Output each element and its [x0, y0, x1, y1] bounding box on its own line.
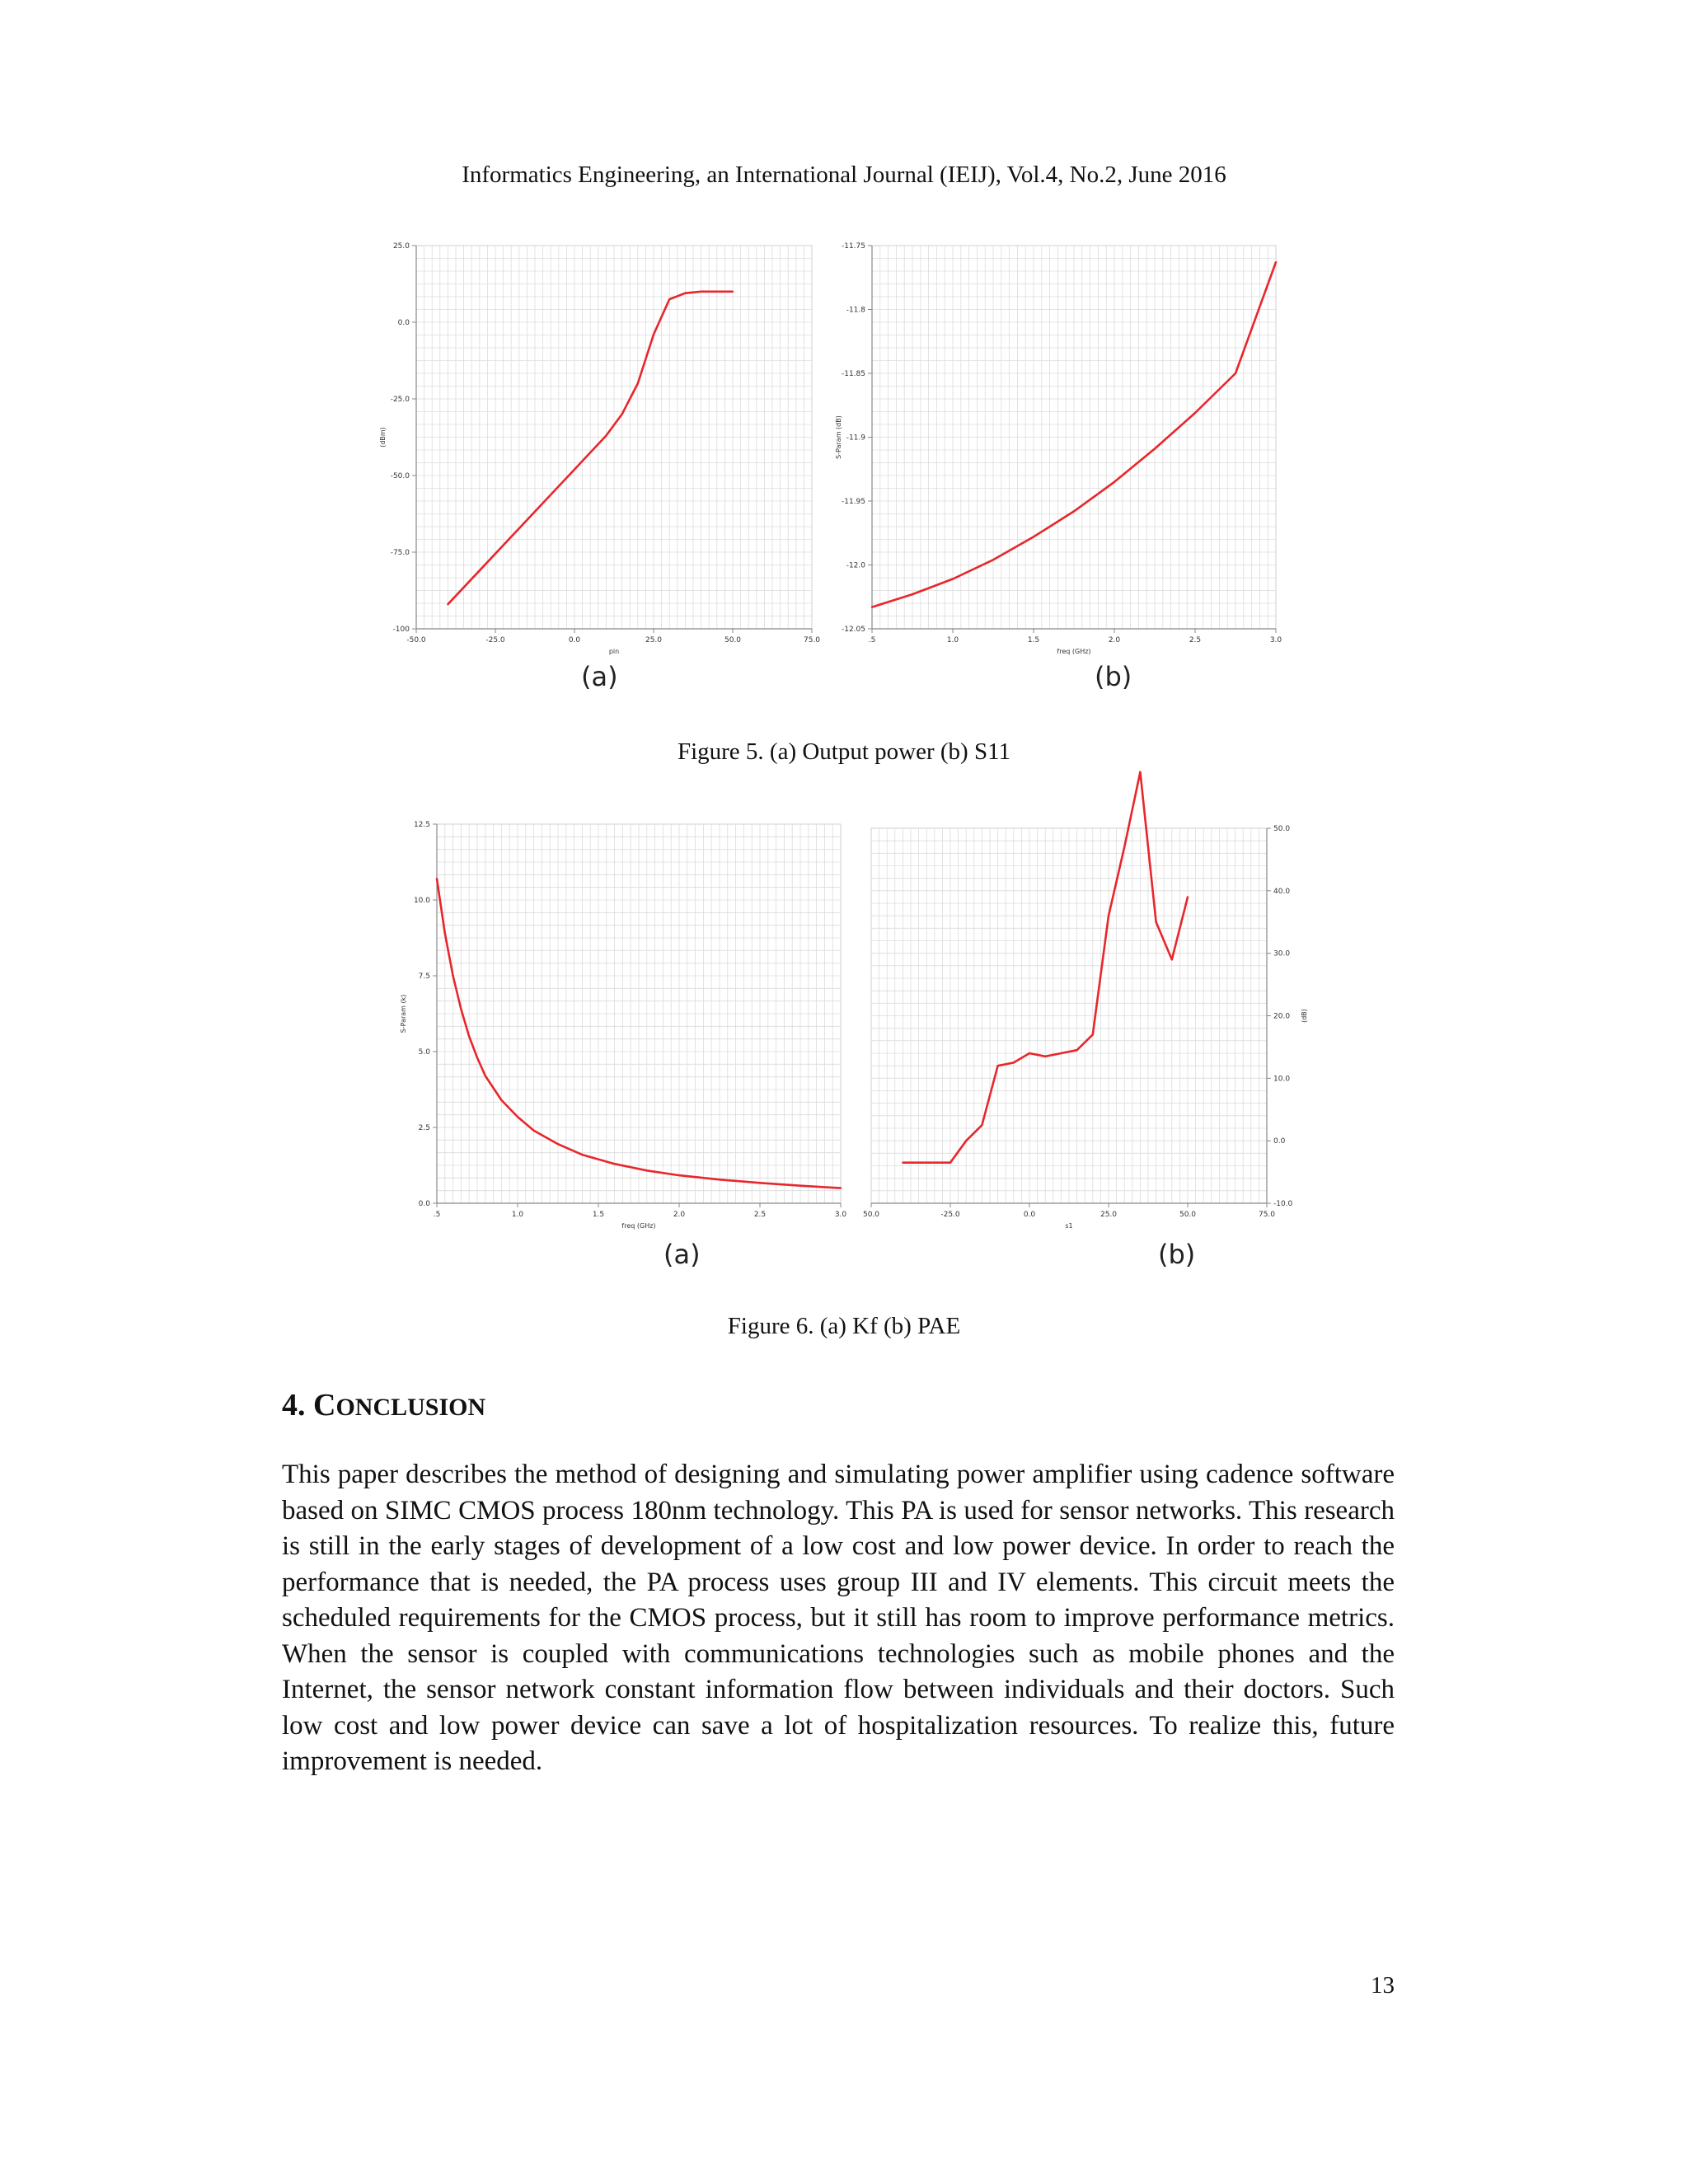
- figure6a-svg: [396, 816, 857, 1236]
- data-point: [485, 1075, 486, 1076]
- data-point: [1154, 448, 1156, 449]
- y-tick-label: -100: [392, 626, 410, 634]
- data-point: [1194, 412, 1196, 414]
- x-tick-label: 0.0: [568, 636, 581, 644]
- y-tick-label: -75.0: [390, 549, 410, 557]
- x-tick-label: 1.0: [946, 636, 959, 644]
- y-tick-label: -11.95: [841, 498, 865, 506]
- data-point: [1076, 1049, 1077, 1051]
- data-point: [1171, 958, 1173, 960]
- y-axis-label: S-Param (k): [400, 994, 407, 1033]
- x-tick-label: -25.0: [940, 1211, 960, 1219]
- data-point: [668, 298, 670, 300]
- y-tick-label: 10.0: [1273, 1075, 1291, 1084]
- data-point: [1275, 261, 1277, 263]
- x-axis-label: freq (GHz): [1057, 648, 1091, 655]
- page-number: 13: [1371, 1972, 1395, 1999]
- x-tick-label: 25.0: [1100, 1211, 1118, 1219]
- data-point: [871, 606, 873, 607]
- figure6b-svg: [859, 816, 1320, 1236]
- x-tick-label: 75.0: [1258, 1211, 1276, 1219]
- data-point: [684, 292, 686, 293]
- figure6a-chart: [396, 816, 857, 1236]
- data-point: [479, 569, 481, 571]
- data-point: [542, 502, 543, 504]
- data-point: [1155, 921, 1156, 923]
- x-tick-label: .5: [868, 636, 876, 644]
- data-point: [653, 334, 654, 335]
- data-point: [700, 291, 701, 293]
- x-tick-label: -50.0: [406, 636, 426, 644]
- figure5b-chart: [827, 237, 1305, 658]
- data-point: [574, 468, 575, 470]
- plot-area: [835, 242, 1282, 655]
- plot-area: [379, 242, 820, 655]
- y-tick-label: 7.5: [418, 972, 430, 981]
- figure6-caption: Figure 6. (a) Kf (b) PAE: [727, 1313, 961, 1339]
- y-tick-label: 5.0: [418, 1048, 430, 1057]
- y-tick-label: -10.0: [1273, 1200, 1293, 1208]
- data-point: [1033, 536, 1034, 537]
- y-tick-label: -11.9: [846, 434, 865, 443]
- x-tick-label: -25.0: [485, 636, 505, 644]
- data-point: [500, 1099, 502, 1101]
- x-axis-label: pin: [608, 648, 620, 655]
- y-tick-label: -11.8: [846, 306, 865, 315]
- data-point: [1123, 846, 1125, 848]
- y-axis-label: (dB): [1301, 1009, 1308, 1023]
- figure5b-svg: [827, 237, 1305, 658]
- data-point: [557, 1143, 559, 1145]
- y-tick-label: 2.5: [418, 1124, 430, 1132]
- figure5a-label: (a): [581, 661, 618, 692]
- conclusion-paragraph: This paper describes the method of designing and simulating power amplifier using cadence software based on SIMC CMOS process 180nm technology. This PA is used for sensor networks. This research is still in the early stages of development of a low cost and low power device. In order to reach the performance that is needed, the PA process uses group III and IV elements. This circuit meets the scheduled requirements for the CMOS process, but it still has room to improve performance metrics. When the sensor is coupled with communications technologies such as mobile phones and the Internet, the sensor network constant information flow between individuals and their doctors. Such low cost and low power device can save a lot of hospitalization resources. To realize this, future improvement is needed.: [282, 1460, 1395, 1776]
- x-tick-label: 2.5: [753, 1211, 767, 1219]
- data-point: [950, 1162, 951, 1164]
- data-point: [532, 1129, 534, 1131]
- data-point: [759, 1182, 761, 1183]
- data-point: [444, 932, 446, 934]
- data-point: [678, 1174, 680, 1176]
- figure6b-label: (b): [1158, 1239, 1196, 1270]
- data-point: [1073, 510, 1075, 512]
- x-tick-label: 50.0: [862, 1211, 880, 1219]
- data-point: [510, 536, 512, 537]
- data-point: [1029, 1052, 1030, 1054]
- x-axis-label: s1: [1065, 1222, 1073, 1230]
- data-point: [646, 1169, 648, 1171]
- x-tick-label: 3.0: [1269, 636, 1282, 644]
- x-tick-label: 50.0: [1179, 1211, 1197, 1219]
- data-point: [447, 603, 448, 605]
- data-point: [476, 1057, 478, 1058]
- data-point: [965, 1140, 967, 1141]
- data-point: [468, 1035, 470, 1037]
- data-point: [1013, 1062, 1015, 1063]
- figure5a-chart: [379, 237, 824, 658]
- y-tick-label: -11.75: [841, 242, 865, 251]
- data-point: [581, 1154, 583, 1155]
- data-point: [1092, 1033, 1094, 1035]
- y-tick-label: 0.0: [418, 1200, 430, 1208]
- section-number: 4.: [282, 1388, 306, 1422]
- data-point: [460, 1008, 462, 1010]
- figure5a-svg: [379, 237, 824, 658]
- data-point: [1108, 915, 1109, 916]
- x-tick-label: 3.0: [834, 1211, 847, 1219]
- x-tick-label: 1.5: [592, 1211, 605, 1219]
- plot-area: [863, 771, 1308, 1230]
- data-point: [732, 291, 734, 293]
- data-point: [1235, 373, 1236, 374]
- data-point: [605, 434, 607, 436]
- data-point: [517, 1116, 518, 1118]
- x-tick-label: 2.0: [1108, 636, 1121, 644]
- data-point: [902, 1162, 903, 1164]
- y-tick-label: -12.0: [846, 561, 865, 570]
- data-point: [1044, 1056, 1046, 1057]
- data-point: [799, 1184, 801, 1186]
- x-tick-label: .5: [433, 1211, 441, 1219]
- section-title-rest: ONCLUSION: [335, 1394, 486, 1421]
- x-tick-label: 25.0: [645, 636, 663, 644]
- y-axis-label: (dBm): [379, 427, 387, 448]
- data-point: [840, 1187, 842, 1188]
- y-tick-label: -12.05: [841, 626, 865, 634]
- data-point: [917, 1162, 919, 1164]
- y-tick-label: 20.0: [1273, 1012, 1291, 1021]
- x-tick-label: 75.0: [803, 636, 821, 644]
- data-point: [613, 1163, 615, 1165]
- figure6a-label: (a): [663, 1239, 701, 1270]
- figure5b-label: (b): [1095, 661, 1132, 692]
- y-tick-label: -50.0: [390, 472, 410, 480]
- x-tick-label: 0.0: [1023, 1211, 1036, 1219]
- x-axis-label: freq (GHz): [621, 1222, 656, 1230]
- data-point: [981, 1124, 982, 1126]
- y-tick-label: 12.5: [413, 821, 430, 829]
- data-point: [912, 593, 913, 595]
- x-tick-label: 2.5: [1189, 636, 1202, 644]
- x-tick-label: 1.5: [1027, 636, 1040, 644]
- x-tick-label: 2.0: [673, 1211, 686, 1219]
- x-tick-label: 50.0: [724, 636, 742, 644]
- y-axis-label: S-Param (dB): [835, 415, 842, 459]
- section-heading: [282, 1387, 485, 1423]
- y-tick-label: 25.0: [392, 242, 410, 251]
- y-tick-label: 30.0: [1273, 949, 1291, 958]
- y-tick-label: 10.0: [413, 897, 430, 905]
- data-point: [952, 578, 954, 579]
- data-point: [1060, 1052, 1062, 1054]
- data-point: [436, 878, 438, 879]
- data-point: [1139, 771, 1141, 773]
- y-tick-label: -11.85: [841, 370, 865, 378]
- data-point: [621, 413, 622, 415]
- data-point: [934, 1162, 935, 1164]
- data-point: [1187, 896, 1189, 898]
- y-tick-label: -25.0: [390, 396, 410, 404]
- section-title-initial: C: [313, 1388, 336, 1422]
- data-point: [992, 559, 994, 560]
- y-tick-label: 40.0: [1273, 887, 1291, 896]
- running-head: Informatics Engineering, an International Journal (IEIJ), Vol.4, No.2, June 2016: [462, 162, 1226, 188]
- y-tick-label: 50.0: [1273, 825, 1291, 833]
- y-tick-label: 0.0: [1273, 1137, 1286, 1146]
- data-point: [1114, 481, 1115, 483]
- data-point: [996, 1065, 998, 1066]
- data-point: [452, 975, 453, 977]
- plot-area: [400, 821, 846, 1230]
- y-tick-label: 0.0: [397, 319, 410, 327]
- data-point: [719, 1179, 720, 1180]
- data-point: [637, 382, 639, 384]
- figure5-caption: Figure 5. (a) Output power (b) S11: [677, 738, 1011, 765]
- data-point: [716, 291, 718, 293]
- x-tick-label: 1.0: [511, 1211, 524, 1219]
- figure6b-chart: [859, 816, 1320, 1236]
